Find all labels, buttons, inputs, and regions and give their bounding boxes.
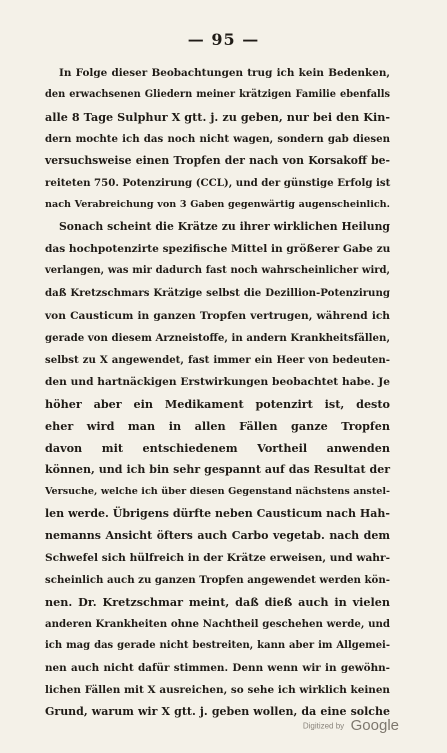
text-line: ich mag das gerade nicht bestreiten, kann aber im Allgemei- — [45, 640, 390, 652]
text-line: Schwefel sich hülfreich in der Krätze erweisen, und wahr- — [45, 552, 390, 565]
text-line: dern mochte ich das noch nicht wagen, sondern gab diesen — [45, 133, 390, 146]
text-line: davon mit entschiedenem Vortheil anwenden — [45, 440, 390, 455]
text-line: nach Verabreichung von 3 Gaben gegenwärtig augenscheinlich. — [45, 199, 390, 211]
text-line: Sonach scheint die Krätze zu ihrer wirklichen Heilung — [59, 220, 390, 234]
text-line: versuchsweise einen Tropfen der nach von Korsakoff be- — [45, 154, 390, 168]
text-line: nemanns Ansicht öfters auch Carbo vegetab. nach dem — [45, 528, 390, 542]
text-line: len werde. Übrigens dürfte neben Causticum nach Hah- — [45, 506, 390, 520]
text-line: nen auch nicht dafür stimmen. Denn wenn wir in gewöhn- — [45, 662, 390, 675]
text-line: Versuche, welche ich über diesen Gegenstand nächstens anstel- — [45, 485, 390, 497]
google-logo: Google — [350, 717, 399, 735]
text-line: reiteten 750. Potenzirung (CCL), und der günstige Erfolg ist — [45, 177, 391, 190]
digitization-watermark — [303, 717, 399, 735]
digitized-by-label: Digitized by — [302, 721, 345, 731]
text-line: verlangen, was mir dadurch fast noch wahrscheinlicher wird, — [45, 265, 390, 277]
text-line: selbst zu X angewendet, fast immer ein Heer von bedeuten- — [45, 353, 390, 366]
page-number: — 95 — — [187, 30, 260, 49]
text-line: gerade von diesem Arzneistoffe, in andern Krankheitsfällen, — [45, 331, 390, 344]
text-line: daß Kretzschmars Krätzige selbst die Dezillion-Potenzirung — [45, 287, 390, 300]
text-line: scheinlich auch zu ganzen Tropfen angewendet werden kön- — [45, 574, 390, 587]
text-line: In Folge dieser Beobachtungen trug ich kein Bedenken, — [59, 67, 390, 79]
text-line: höher aber ein Medikament potenzirt ist, desto — [45, 396, 390, 411]
text-line: anderen Krankheiten ohne Nachtheil geschehen werde, und — [45, 618, 390, 631]
text-line: nen. Dr. Kretzschmar meint, daß dieß auch in vielen — [45, 595, 390, 610]
text-line: den erwachsenen Gliedern meiner krätzigen Familie ebenfalls — [45, 89, 390, 101]
text-line: den und hartnäckigen Erstwirkungen beobachtet habe. Je — [45, 375, 390, 388]
text-line: eher wird man in allen Fällen ganze Tropfen — [45, 418, 390, 433]
text-line: alle 8 Tage Sulphur X gtt. j. zu geben, nur bei den Kin- — [45, 110, 390, 125]
text-line: das hochpotenzirte spezifische Mittel in größerer Gabe zu — [45, 243, 391, 256]
text-line: lichen Fällen mit X ausreichen, so sehe ich wirklich keinen — [45, 684, 390, 697]
text-line: Grund, warum wir X gtt. j. geben wollen, da eine solche — [45, 705, 390, 719]
text-line: können, und ich bin sehr gespannt auf das Resultat der — [45, 462, 390, 476]
text-line: von Causticum in ganzen Tropfen vertrugen, während ich — [45, 309, 390, 322]
page-body — [45, 62, 390, 723]
